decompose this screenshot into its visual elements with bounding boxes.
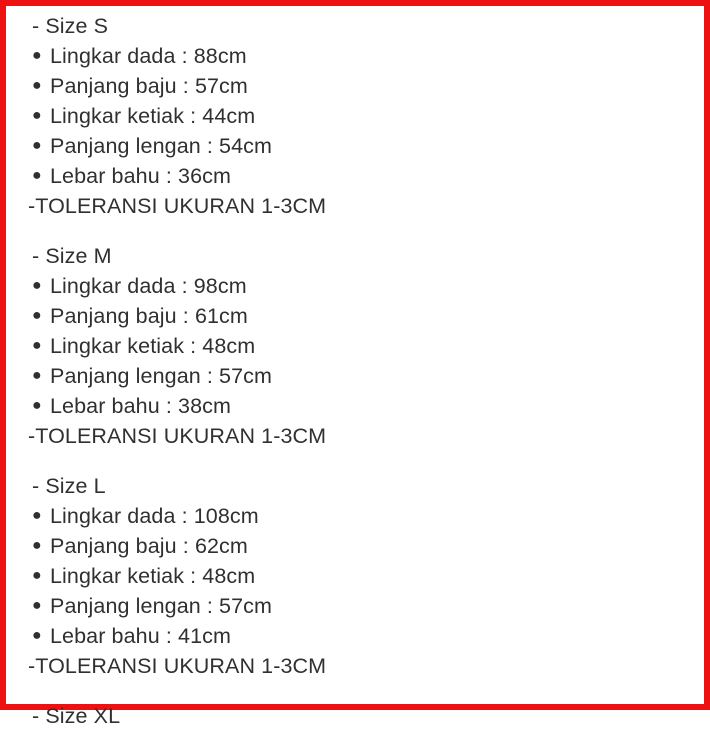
measurement-text: Lingkar dada : 88cm — [50, 44, 247, 68]
measurement-item — [32, 41, 694, 71]
measurement-item — [32, 271, 694, 301]
bullet-icon: ● — [32, 537, 42, 554]
size-header-partial: - Size XL — [32, 704, 121, 728]
measurement-item — [32, 301, 694, 331]
measurement-item — [32, 71, 694, 101]
measurement-text: Panjang baju : 62cm — [50, 534, 248, 558]
measurement-text: Panjang lengan : 54cm — [50, 134, 273, 158]
measurement-item — [32, 101, 694, 131]
measurement-text: Lingkar ketiak : 48cm — [50, 564, 256, 588]
bullet-icon: ● — [32, 137, 42, 154]
measurement-text: Panjang baju : 61cm — [50, 304, 248, 328]
measurement-item — [32, 531, 694, 561]
tolerance-note: -TOLERANSI UKURAN 1-3CM — [28, 424, 327, 448]
measurement-text: Lingkar dada : 108cm — [50, 504, 259, 528]
measurement-text: Lebar bahu : 41cm — [50, 624, 231, 648]
size-section-s — [28, 11, 694, 221]
bullet-icon: ● — [32, 337, 42, 354]
measurement-item — [32, 621, 694, 651]
size-section-m — [28, 241, 694, 451]
bullet-icon: ● — [32, 77, 42, 94]
bullet-icon: ● — [32, 567, 42, 584]
bullet-icon: ● — [32, 107, 42, 124]
measurement-item — [32, 501, 694, 531]
bullet-icon: ● — [32, 597, 42, 614]
measurement-item — [32, 591, 694, 621]
bullet-icon: ● — [32, 627, 42, 644]
measurement-text: Lebar bahu : 38cm — [50, 394, 231, 418]
size-header: - Size L — [32, 474, 106, 498]
bullet-icon: ● — [32, 277, 42, 294]
measurement-text: Lebar bahu : 36cm — [50, 164, 231, 188]
size-section-l — [28, 471, 694, 681]
measurement-text: Lingkar dada : 98cm — [50, 274, 247, 298]
bullet-icon: ● — [32, 507, 42, 524]
bullet-icon: ● — [32, 167, 42, 184]
size-header: - Size M — [32, 244, 112, 268]
measurement-text: Panjang lengan : 57cm — [50, 594, 273, 618]
measurement-text: Panjang lengan : 57cm — [50, 364, 273, 388]
tolerance-note: -TOLERANSI UKURAN 1-3CM — [28, 194, 327, 218]
measurement-item — [32, 361, 694, 391]
bullet-icon: ● — [32, 307, 42, 324]
tolerance-note: -TOLERANSI UKURAN 1-3CM — [28, 654, 327, 678]
measurement-text: Lingkar ketiak : 44cm — [50, 104, 256, 128]
bullet-icon: ● — [32, 47, 42, 64]
size-header: - Size S — [32, 14, 109, 38]
measurement-item — [32, 131, 694, 161]
size-chart — [28, 11, 694, 731]
measurement-item — [32, 561, 694, 591]
measurement-text: Panjang baju : 57cm — [50, 74, 248, 98]
bullet-icon: ● — [32, 397, 42, 414]
measurement-item — [32, 391, 694, 421]
measurement-item — [32, 161, 694, 191]
measurement-text: Lingkar ketiak : 48cm — [50, 334, 256, 358]
measurement-item — [32, 331, 694, 361]
bullet-icon: ● — [32, 367, 42, 384]
